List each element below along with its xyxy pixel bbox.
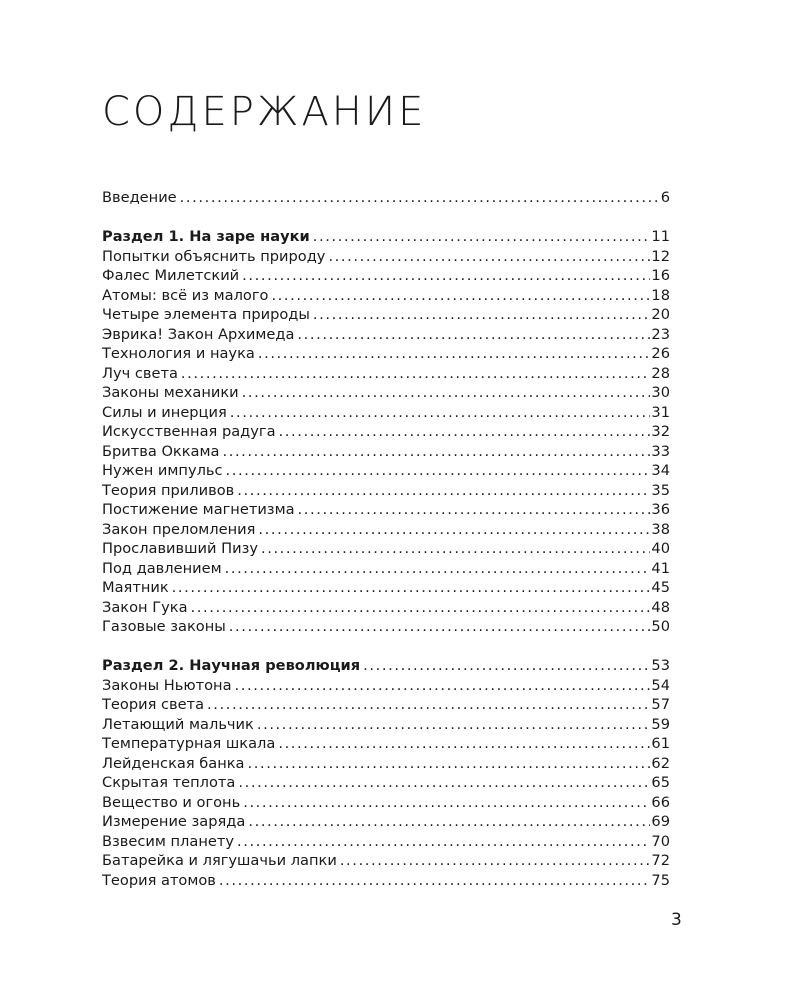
toc-leader-dots	[340, 851, 651, 871]
toc-entry-label: Скрытая теплота	[102, 774, 236, 791]
toc-leader-dots	[297, 325, 650, 345]
toc-entry-page: 41	[651, 559, 670, 577]
toc-spacer	[102, 208, 670, 228]
toc-entry-page: 62	[651, 754, 670, 772]
toc-section-heading-2	[102, 656, 670, 676]
toc-entry-page: 69	[651, 813, 670, 830]
toc-entry	[102, 559, 670, 579]
toc-entry	[102, 520, 670, 540]
toc-entry-label: Маятник	[102, 579, 169, 596]
toc-leader-dots	[261, 539, 650, 559]
toc-entry-page: 65	[651, 774, 670, 791]
toc-entry-page: 66	[651, 793, 670, 811]
toc-leader-dots	[248, 812, 650, 832]
toc-entry-page: 54	[651, 676, 670, 694]
toc-leader-dots	[279, 422, 651, 442]
toc-spacer	[102, 637, 670, 657]
toc-entry-page: 31	[651, 403, 670, 421]
toc-leader-dots	[237, 481, 650, 501]
toc-entry-label: Измерение заряда	[102, 813, 246, 830]
toc-entry-label: Теория атомов	[102, 871, 216, 889]
toc-entry-label: Под давлением	[102, 559, 222, 577]
toc-entry-label: Теория света	[102, 696, 205, 713]
toc-leader-dots	[172, 578, 651, 598]
toc-entry-label: Силы и инерция	[102, 403, 227, 421]
toc-entry-page: 20	[651, 306, 670, 323]
toc-leader-dots	[226, 461, 651, 481]
toc-entry	[102, 383, 670, 403]
toc-entry	[102, 851, 670, 871]
toc-entry-label: Фалес Милетский	[102, 267, 240, 284]
toc-entry-label: Законы механики	[102, 384, 239, 401]
toc-entry	[102, 793, 670, 813]
toc-entry	[102, 266, 670, 286]
toc-entry-label: Нужен импульс	[102, 462, 223, 479]
toc-entry-label: Закон преломления	[102, 520, 256, 538]
toc-entry-label: Закон Гука	[102, 598, 188, 616]
toc-entry	[102, 832, 670, 852]
toc-entry-page: 34	[651, 462, 670, 479]
table-of-contents	[102, 188, 670, 890]
toc-leader-dots	[238, 773, 650, 793]
toc-leader-dots	[313, 227, 651, 247]
toc-entry-label: Атомы: всё из малого	[102, 286, 269, 304]
toc-leader-dots	[363, 656, 650, 676]
toc-entry-page: 48	[651, 598, 670, 616]
toc-leader-dots	[248, 754, 651, 774]
toc-entry-intro	[102, 188, 670, 208]
toc-section-page: 11	[651, 228, 670, 245]
toc-entry	[102, 344, 670, 364]
toc-entry-page: 61	[651, 735, 670, 752]
toc-entry-label: Бритва Оккама	[102, 442, 220, 460]
toc-entry-page: 23	[651, 325, 670, 343]
toc-entry-label: Температурная шкала	[102, 735, 276, 752]
toc-entry-page: 26	[651, 345, 670, 362]
toc-entry-label: Искусственная радуга	[102, 423, 276, 440]
toc-entry-page: 6	[660, 189, 670, 206]
toc-entry	[102, 442, 670, 462]
toc-entry-page: 18	[651, 286, 670, 304]
toc-leader-dots	[235, 676, 651, 696]
toc-section-1-entries	[102, 247, 670, 637]
toc-entry	[102, 617, 670, 637]
toc-leader-dots	[219, 871, 651, 891]
toc-leader-dots	[180, 188, 660, 208]
toc-entry-page: 12	[651, 247, 670, 265]
toc-entry-label: Луч света	[102, 364, 178, 382]
toc-entry	[102, 539, 670, 559]
toc-entry-page: 40	[651, 540, 670, 557]
page-title: СОДЕРЖАНИЕ	[102, 89, 427, 135]
toc-entry-page: 30	[651, 384, 670, 401]
toc-entry	[102, 403, 670, 423]
toc-leader-dots	[271, 286, 650, 306]
toc-entry-page: 50	[651, 618, 670, 635]
toc-entry	[102, 325, 670, 345]
toc-leader-dots	[298, 500, 651, 520]
toc-entry-label: Законы Ньютона	[102, 676, 232, 694]
toc-leader-dots	[222, 442, 650, 462]
toc-entry-label: Лейденская банка	[102, 754, 245, 772]
toc-entry-label: Батарейка и лягушачьи лапки	[102, 852, 337, 869]
toc-section-heading-1	[102, 227, 670, 247]
toc-entry-label: Летающий мальчик	[102, 715, 254, 733]
toc-entry-page: 33	[651, 442, 670, 460]
toc-entry-label: Взвесим планету	[102, 832, 234, 850]
toc-leader-dots	[257, 715, 651, 735]
toc-entry	[102, 500, 670, 520]
toc-entry	[102, 734, 670, 754]
toc-leader-dots	[242, 266, 650, 286]
toc-entry	[102, 871, 670, 891]
toc-entry	[102, 364, 670, 384]
toc-leader-dots	[258, 520, 650, 540]
toc-entry-label: Прославивший Пизу	[102, 540, 258, 557]
toc-entry-label: Газовые законы	[102, 618, 226, 635]
toc-entry	[102, 812, 670, 832]
toc-entry-page: 59	[651, 715, 670, 733]
toc-entry	[102, 286, 670, 306]
toc-section-2-entries	[102, 676, 670, 891]
toc-leader-dots	[230, 403, 651, 423]
toc-entry-page: 70	[651, 832, 670, 850]
toc-leader-dots	[328, 247, 650, 267]
toc-entry-page: 38	[651, 520, 670, 538]
toc-entry-label: Теория приливов	[102, 481, 235, 499]
toc-entry-label: Технология и наука	[102, 345, 255, 362]
toc-entry	[102, 773, 670, 793]
toc-entry	[102, 247, 670, 267]
toc-leader-dots	[278, 734, 650, 754]
toc-leader-dots	[181, 364, 651, 384]
toc-entry-label: Четыре элемента природы	[102, 306, 310, 323]
toc-entry	[102, 481, 670, 501]
toc-entry	[102, 676, 670, 696]
toc-entry	[102, 422, 670, 442]
page-number: 3	[671, 910, 682, 930]
toc-leader-dots	[313, 305, 651, 325]
toc-entry-page: 28	[651, 364, 670, 382]
toc-section-label: Раздел 1. На заре науки	[102, 228, 310, 245]
toc-entry-page: 72	[651, 852, 670, 869]
toc-entry	[102, 715, 670, 735]
toc-leader-dots	[207, 695, 650, 715]
toc-entry-label: Вещество и огонь	[102, 793, 241, 811]
toc-entry-label: Попытки объяснить природу	[102, 247, 326, 265]
toc-entry	[102, 695, 670, 715]
toc-entry	[102, 305, 670, 325]
toc-entry-label: Эврика! Закон Архимеда	[102, 325, 295, 343]
toc-leader-dots	[242, 383, 651, 403]
toc-leader-dots	[258, 344, 651, 364]
toc-entry	[102, 461, 670, 481]
toc-entry-page: 36	[651, 501, 670, 518]
toc-entry	[102, 754, 670, 774]
toc-leader-dots	[225, 559, 651, 579]
toc-entry	[102, 578, 670, 598]
toc-entry-page: 16	[651, 267, 670, 284]
toc-entry-page: 35	[651, 481, 670, 499]
toc-entry-page: 75	[651, 871, 670, 889]
toc-section-label: Раздел 2. Научная революция	[102, 657, 361, 674]
toc-entry-label: Введение	[102, 189, 177, 206]
toc-entry-page: 45	[651, 579, 670, 596]
toc-leader-dots	[243, 793, 650, 813]
toc-entry-label: Постижение магнетизма	[102, 501, 295, 518]
toc-leader-dots	[229, 617, 651, 637]
toc-entry-page: 32	[651, 423, 670, 440]
toc-leader-dots	[191, 598, 651, 618]
toc-entry-page: 57	[651, 696, 670, 713]
toc-leader-dots	[237, 832, 650, 852]
toc-entry	[102, 598, 670, 618]
toc-section-page: 53	[651, 657, 670, 674]
